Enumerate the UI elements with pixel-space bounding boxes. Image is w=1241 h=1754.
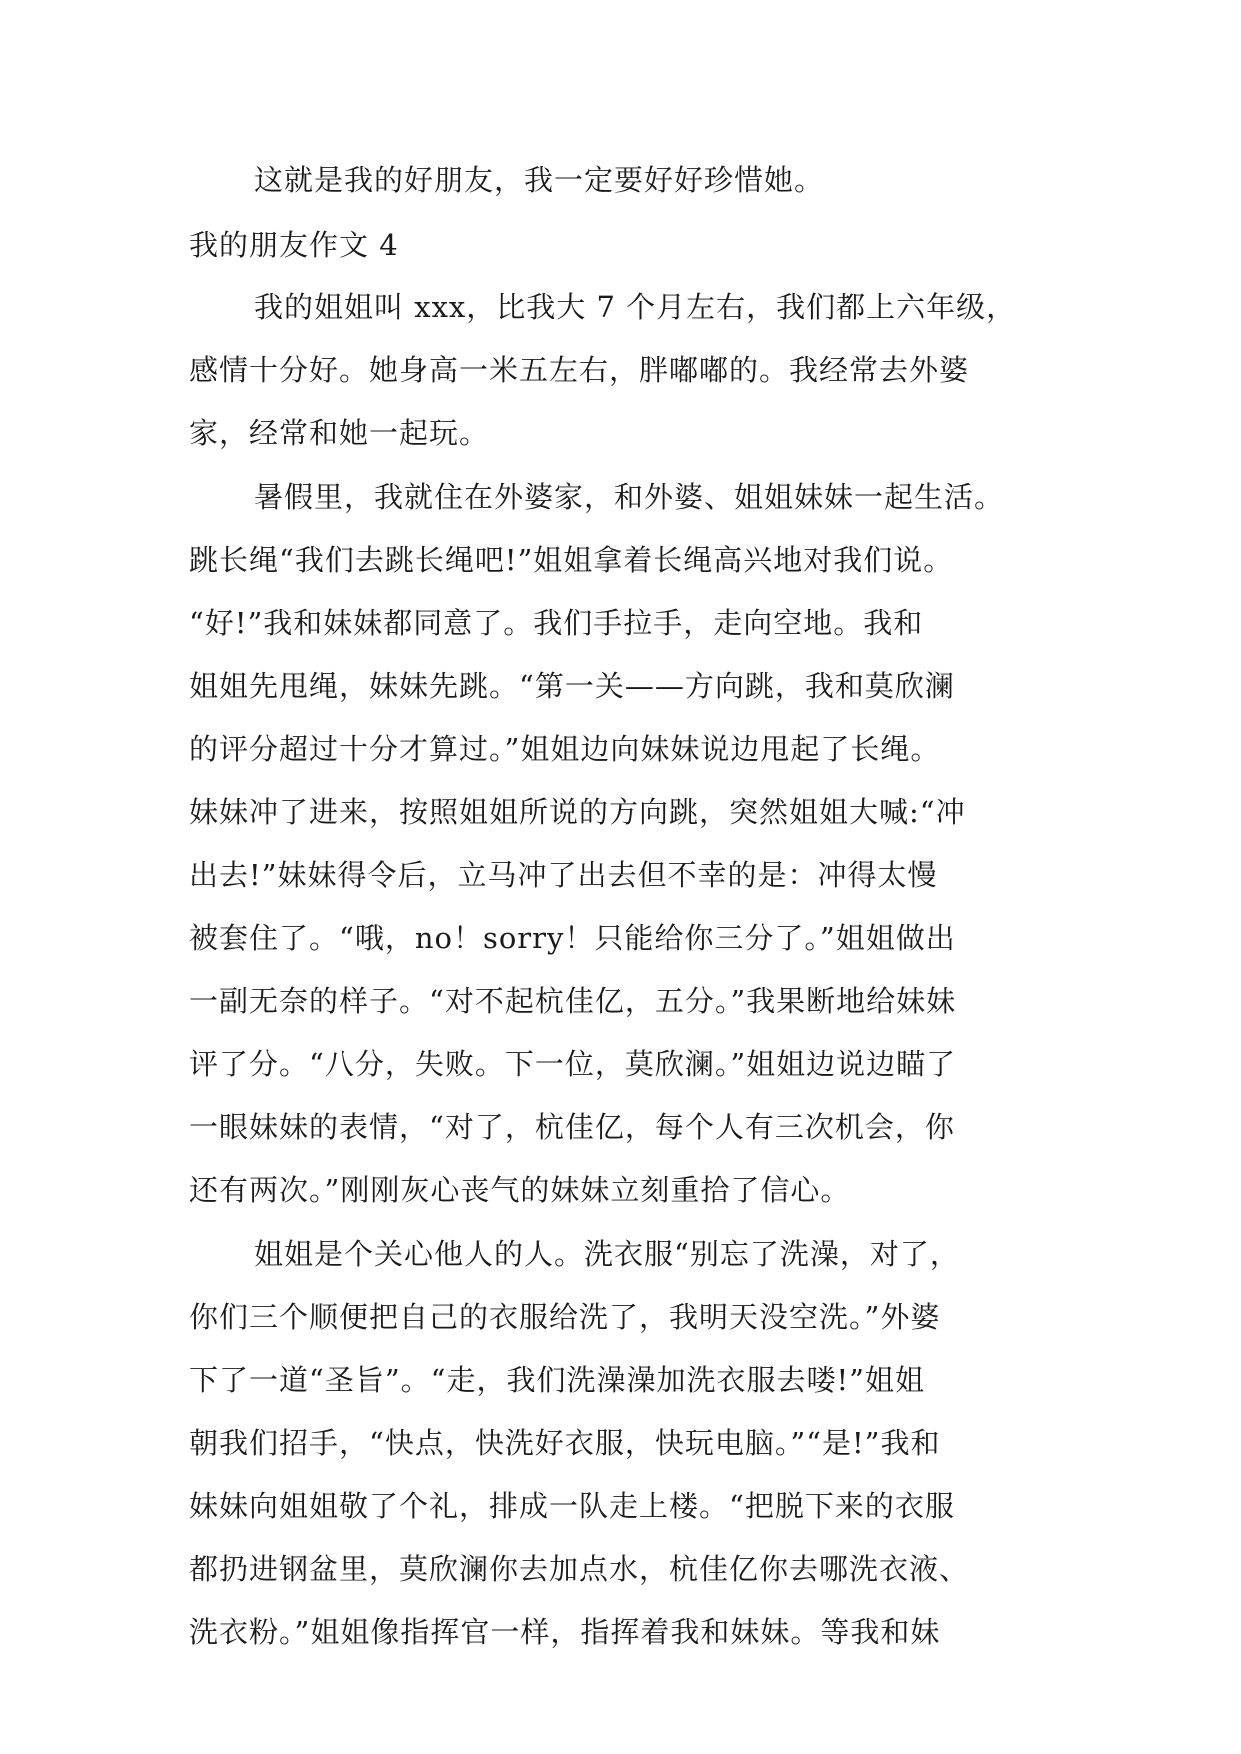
paragraph-line: 家，经常和她一起玩。 xyxy=(189,416,490,450)
section-heading: 我的朋友作文 4 xyxy=(189,228,399,262)
paragraph-line: 一眼妹妹的表情，“对了，杭佳亿，每个人有三次机会，你 xyxy=(189,1110,955,1144)
paragraph-line: “好!”我和妹妹都同意了。我们手拉手，走向空地。我和 xyxy=(189,606,924,640)
paragraph-line: 下了一道“圣旨”。“走，我们洗澡澡加洗衣服去喽!”姐姐 xyxy=(189,1363,925,1397)
paragraph-line: 还有两次。”刚刚灰心丧气的妹妹立刻重拾了信心。 xyxy=(189,1173,851,1207)
paragraph-line: 出去!”妹妹得令后，立马冲了出去但不幸的是：冲得太慢 xyxy=(189,858,938,892)
paragraph-line: 被套住了。“哦，no！sorry！只能给你三分了。”姐姐做出 xyxy=(189,921,956,955)
paragraph-line: 妹妹向姐姐敬了个礼，排成一队走上楼。“把脱下来的衣服 xyxy=(189,1489,955,1523)
paragraph-line: 都扔进钢盆里，莫欣澜你去加点水，杭佳亿你去哪洗衣液、 xyxy=(189,1552,970,1586)
paragraph-line: 妹妹冲了进来，按照姐姐所说的方向跳，突然姐姐大喊:“冲 xyxy=(189,795,966,829)
paragraph-line: 姐姐是个关心他人的人。洗衣服“别忘了洗澡，对了， xyxy=(254,1237,960,1271)
paragraph-line: 我的姐姐叫 xxx，比我大 7 个月左右，我们都上六年级， xyxy=(254,290,1017,324)
paragraph-line: 朝我们招手，“快点，快洗好衣服，快玩电脑。”“是!”我和 xyxy=(189,1426,941,1460)
paragraph-line: 这就是我的好朋友，我一定要好好珍惜她。 xyxy=(254,163,825,197)
paragraph-line: 的评分超过十分才算过。”姐姐边向妹妹说边甩起了长绳。 xyxy=(189,732,941,766)
paragraph-line: 跳长绳“我们去跳长绳吧!”姐姐拿着长绳高兴地对我们说。 xyxy=(189,543,954,577)
paragraph-line: 你们三个顺便把自己的衣服给洗了，我明天没空洗。”外婆 xyxy=(189,1300,941,1334)
paragraph-line: 暑假里，我就住在外婆家，和外婆、姐姐妹妹一起生活。 xyxy=(254,480,1005,514)
paragraph-line: 一副无奈的样子。“对不起杭佳亿，五分。”我果断地给妹妹 xyxy=(189,984,957,1018)
paragraph-line: 洗衣粉。”姐姐像指挥官一样，指挥着我和妹妹。等我和妹 xyxy=(189,1615,941,1649)
paragraph-line: 感情十分好。她身高一米五左右，胖嘟嘟的。我经常去外婆 xyxy=(189,353,970,387)
paragraph-line: 姐姐先甩绳，妹妹先跳。“第一关——方向跳，我和莫欣澜 xyxy=(189,669,955,703)
paragraph-line: 评了分。“八分，失败。下一位，莫欣澜。”姐姐边说边瞄了 xyxy=(189,1047,957,1081)
